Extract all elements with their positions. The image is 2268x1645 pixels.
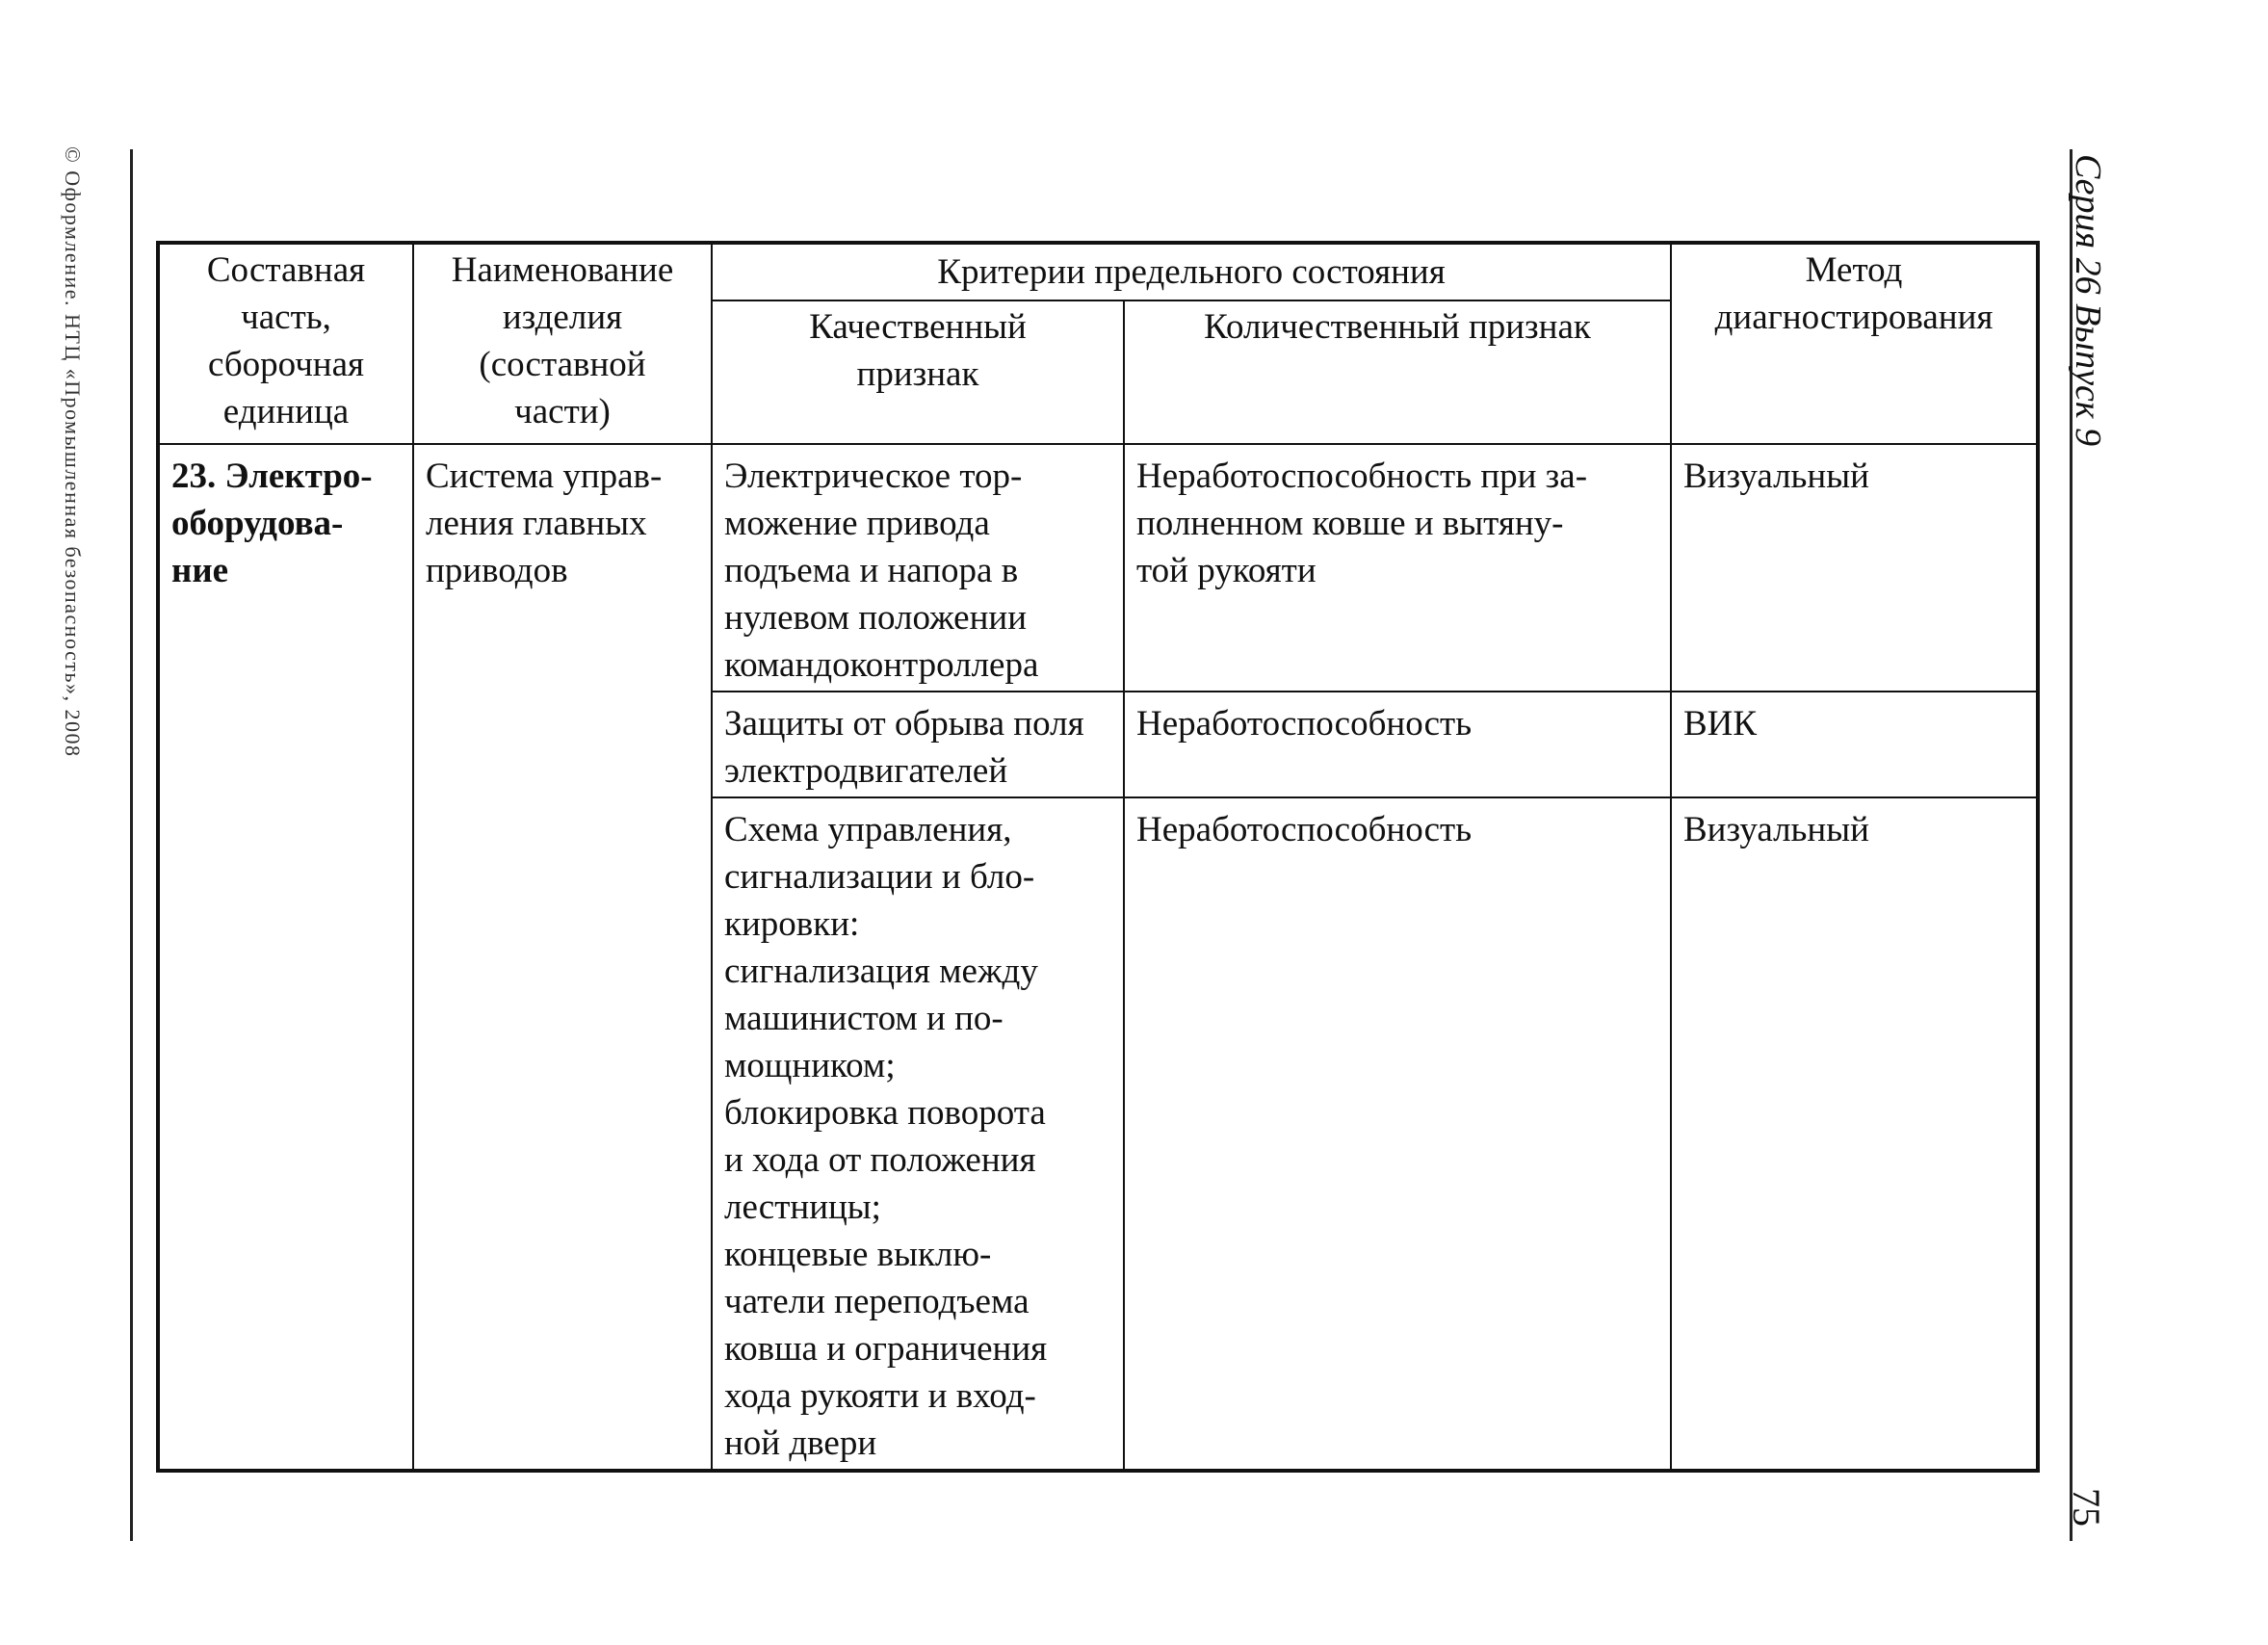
component-cell (158, 444, 413, 1471)
method-cell-1: Визуальный (1671, 444, 2038, 692)
qualitative-cell-3 (712, 797, 1124, 1471)
quantitative-text-1: Неработоспособность при за- полненном ковше и вытяну- той рукояти (1136, 457, 1588, 590)
method-cell-3: Визуальный (1671, 797, 2038, 1471)
header-product-text: Наименование изделия (составной части) (451, 250, 674, 431)
quantitative-cell-1 (1124, 444, 1671, 692)
series-header: Серия 26 Выпуск 9 (2068, 154, 2108, 447)
left-margin-rule (130, 149, 133, 1541)
qualitative-text-3: Схема управления, сигнализации и бло- кировки: сигнализация между машинистом и по- мощником; блокировка поворота и хода от положения лестницы; концевые выклю- чатели переподъема ковша и ограничения хода рукояти и вход- ной двери (724, 810, 1048, 1463)
quantitative-text-2: Неработоспособность (1136, 704, 1473, 744)
header-method-text: Метод диагностирования (1714, 250, 1994, 337)
header-criteria: Критерии предельного состояния (712, 243, 1671, 300)
header-product (413, 243, 712, 444)
header-qualitative (712, 300, 1124, 444)
product-cell (413, 444, 712, 1471)
quantitative-cell-2 (1124, 692, 1671, 797)
page-number: 75 (2065, 1488, 2108, 1527)
criteria-table (156, 241, 2040, 1473)
header-component-text: Составная часть, сборочная единица (206, 250, 366, 431)
quantitative-text-3: Неработоспособность (1136, 810, 1473, 849)
product-text: Система управ- ления главных приводов (426, 457, 663, 590)
method-cell-2: ВИК (1671, 692, 2038, 797)
qualitative-cell-1 (712, 444, 1124, 692)
qualitative-text-2: Защиты от обрыва поля электродвигателей (724, 704, 1084, 791)
header-qualitative-text: Качественный признак (809, 307, 1027, 394)
header-component (158, 243, 413, 444)
copyright-note: © Оформление. НТЦ «Промышленная безопасность», 2008 (61, 146, 85, 758)
qualitative-cell-2 (712, 692, 1124, 797)
component-text: 23. Электро- оборудова- ние (171, 457, 373, 590)
quantitative-cell-3 (1124, 797, 1671, 1471)
header-quantitative: Количественный признак (1124, 300, 1671, 444)
header-method (1671, 243, 2038, 444)
qualitative-text-1: Электрическое тор- можение привода подъема и напора в нулевом положении командоконтроллера (724, 457, 1039, 685)
